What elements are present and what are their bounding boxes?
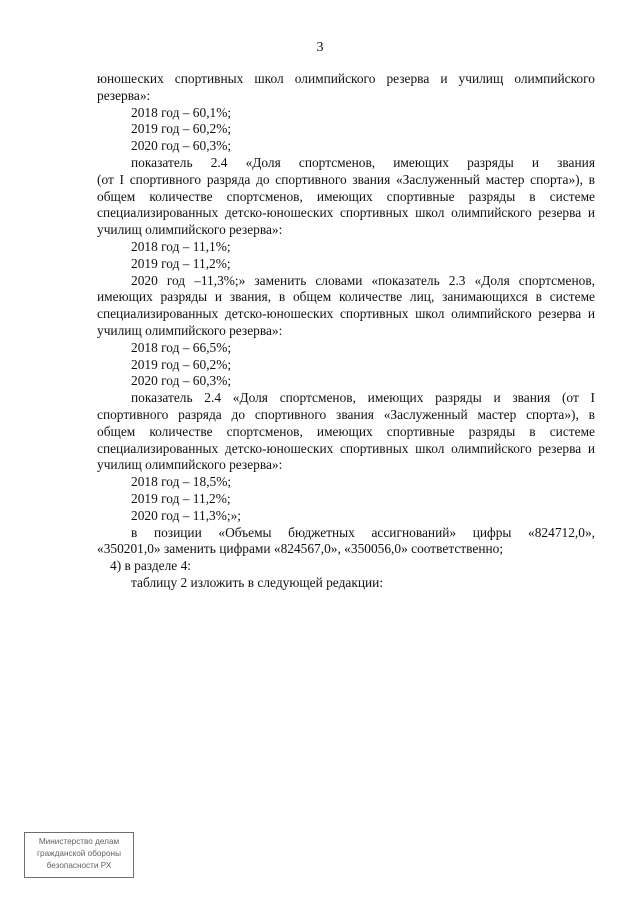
- text-line: спортивного разряда до спортивного звания «Заслуженный мастер спорта»), в: [97, 406, 595, 422]
- text-line: имеющих разряды и звания, в общем количестве лиц, занимающихся в системе: [97, 289, 595, 305]
- text-line: 2019 год – 11,2%;: [131, 255, 231, 271]
- text-line: 2019 год – 60,2%;: [131, 121, 232, 137]
- text-line: общем количестве спортсменов, имеющих спортивные разряды в системе: [97, 423, 595, 439]
- text-line: общем количестве спортсменов, имеющих спортивные разряды в системе: [97, 188, 595, 204]
- text-line: специализированных детско-юношеских спортивных школ олимпийского резерва и: [97, 440, 595, 456]
- text-line: 2020 год – 60,3%;: [131, 138, 232, 154]
- text-line: 2018 год – 11,1%;: [131, 238, 231, 254]
- registration-stamp: [24, 832, 134, 878]
- text-line: таблицу 2 изложить в следующей редакции:: [131, 574, 384, 590]
- text-line: резерва»:: [97, 87, 151, 103]
- text-line: специализированных детско-юношеских спортивных школ олимпийского резерва и: [97, 205, 595, 221]
- stamp-line: безопасности РХ: [46, 861, 112, 870]
- text-line: 4) в разделе 4:: [110, 558, 192, 574]
- text-line: училищ олимпийского резерва»:: [97, 457, 283, 473]
- text-line: показатель 2.4 «Доля спортсменов, имеющих разряды и звания: [131, 154, 595, 170]
- stamp-line: гражданской обороны: [37, 849, 121, 858]
- text-line: «350201,0» заменить цифрами «824567,0», «350056,0» соответственно;: [97, 541, 504, 557]
- text-line: 2018 год – 18,5%;: [131, 474, 232, 490]
- text-line: 2020 год – 11,3%;»;: [131, 507, 242, 523]
- text-line: училищ олимпийского резерва»:: [97, 222, 283, 238]
- text-line: 2018 год – 60,1%;: [131, 104, 232, 120]
- text-line: (от I спортивного разряда до спортивного звания «Заслуженный мастер спорта»), в: [97, 171, 595, 187]
- text-line: показатель 2.4 «Доля спортсменов, имеющих разряды и звания (от I: [131, 390, 595, 406]
- text-line: 2018 год – 66,5%;: [131, 339, 232, 355]
- text-line: 2020 год – 60,3%;: [131, 373, 232, 389]
- text-line: юношеских спортивных школ олимпийского резерва и училищ олимпийского: [97, 71, 595, 86]
- text-line: 2020 год –11,3%;» заменить словами «показатель 2.3 «Доля спортсменов,: [131, 272, 595, 288]
- text-line: специализированных детско-юношеских спортивных школ олимпийского резерва и: [97, 306, 595, 322]
- text-line: 2019 год – 60,2%;: [131, 356, 232, 372]
- text-line: в позиции «Объемы бюджетных ассигнований» цифры «824712,0»,: [131, 524, 595, 540]
- page-number: 3: [316, 40, 324, 55]
- document-body: [97, 71, 595, 592]
- text-line: училищ олимпийского резерва»:: [97, 322, 283, 338]
- stamp-line: Министерство делам: [38, 837, 120, 846]
- text-line: 2019 год – 11,2%;: [131, 490, 231, 506]
